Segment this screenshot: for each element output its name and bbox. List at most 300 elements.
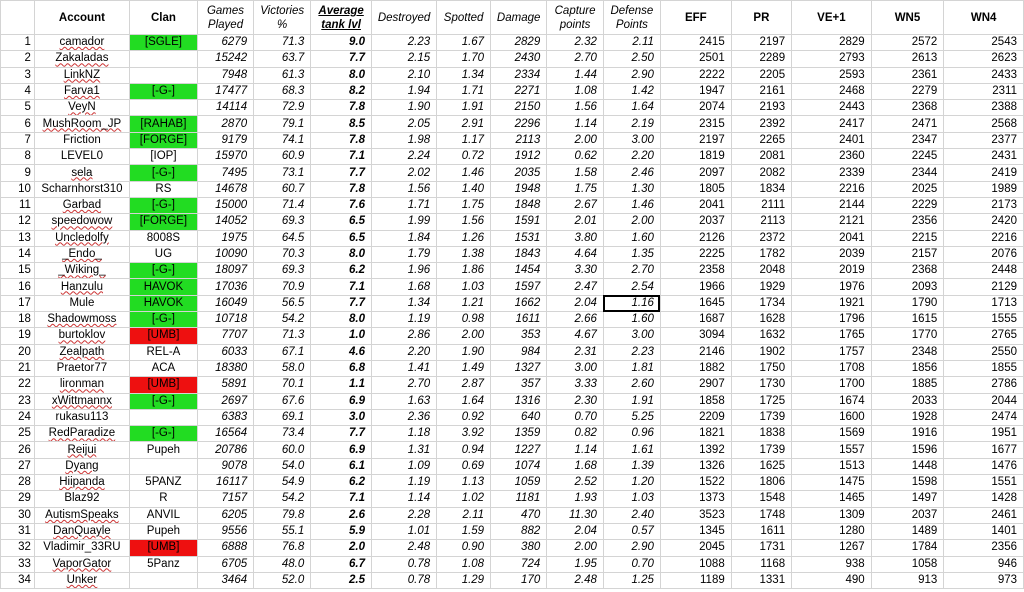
row-index[interactable]: 23 <box>1 393 35 409</box>
ve1-cell[interactable]: 2144 <box>792 197 872 213</box>
capture-cell[interactable]: 0.82 <box>547 426 604 442</box>
spotted-cell[interactable]: 2.11 <box>437 507 491 523</box>
account-cell[interactable] <box>34 328 129 344</box>
capture-cell[interactable]: 2.48 <box>547 572 604 588</box>
account-cell[interactable] <box>34 442 129 458</box>
row-index[interactable]: 12 <box>1 214 35 230</box>
victories-cell[interactable]: 56.5 <box>254 295 311 311</box>
avg-tank-lvl-cell[interactable]: 6.5 <box>311 230 372 246</box>
pr-cell[interactable]: 1611 <box>731 523 791 539</box>
wn4-cell[interactable]: 973 <box>944 572 1024 588</box>
spotted-cell[interactable]: 1.03 <box>437 279 491 295</box>
damage-cell[interactable]: 470 <box>491 507 547 523</box>
row-index[interactable]: 33 <box>1 556 35 572</box>
damage-cell[interactable]: 1327 <box>491 360 547 376</box>
spotted-cell[interactable]: 1.56 <box>437 214 491 230</box>
damage-cell[interactable]: 724 <box>491 556 547 572</box>
eff-cell[interactable]: 2415 <box>660 35 731 51</box>
spotted-cell[interactable]: 1.49 <box>437 360 491 376</box>
wn5-cell[interactable]: 2033 <box>871 393 944 409</box>
account-cell[interactable] <box>34 35 129 51</box>
damage-cell[interactable]: 1597 <box>491 279 547 295</box>
account-cell[interactable] <box>34 393 129 409</box>
victories-cell[interactable]: 67.6 <box>254 393 311 409</box>
clan-cell[interactable]: [UMB] <box>129 328 197 344</box>
wn5-cell[interactable]: 2037 <box>871 507 944 523</box>
damage-cell[interactable]: 1059 <box>491 475 547 491</box>
avg-tank-lvl-cell[interactable]: 7.7 <box>311 295 372 311</box>
header-pr[interactable]: PR <box>731 1 791 35</box>
avg-tank-lvl-cell[interactable]: 7.1 <box>311 149 372 165</box>
defense-cell[interactable]: 2.46 <box>603 165 660 181</box>
pr-cell[interactable]: 1750 <box>731 360 791 376</box>
victories-cell[interactable]: 60.0 <box>254 442 311 458</box>
header-average-tank-lvl[interactable] <box>311 1 372 35</box>
wn5-cell[interactable]: 2356 <box>871 214 944 230</box>
row-index[interactable]: 27 <box>1 458 35 474</box>
avg-tank-lvl-cell[interactable]: 7.7 <box>311 51 372 67</box>
games-played-cell[interactable]: 9179 <box>197 132 253 148</box>
victories-cell[interactable]: 54.2 <box>254 491 311 507</box>
clan-cell[interactable] <box>129 409 197 425</box>
destroyed-cell[interactable]: 2.10 <box>371 67 436 83</box>
clan-cell[interactable]: [UMB] <box>129 540 197 556</box>
ve1-cell[interactable]: 2216 <box>792 181 872 197</box>
pr-cell[interactable]: 1625 <box>731 458 791 474</box>
eff-cell[interactable]: 2146 <box>660 344 731 360</box>
games-played-cell[interactable]: 6705 <box>197 556 253 572</box>
pr-cell[interactable]: 2048 <box>731 263 791 279</box>
account-cell[interactable] <box>34 165 129 181</box>
defense-cell[interactable]: 1.60 <box>603 230 660 246</box>
victories-cell[interactable]: 60.9 <box>254 149 311 165</box>
eff-cell[interactable]: 1821 <box>660 426 731 442</box>
destroyed-cell[interactable]: 2.86 <box>371 328 436 344</box>
clan-cell[interactable]: 5PANZ <box>129 475 197 491</box>
row-index[interactable]: 22 <box>1 377 35 393</box>
destroyed-cell[interactable]: 1.14 <box>371 491 436 507</box>
row-index[interactable]: 28 <box>1 475 35 491</box>
victories-cell[interactable]: 54.9 <box>254 475 311 491</box>
spotted-cell[interactable]: 1.46 <box>437 165 491 181</box>
capture-cell[interactable]: 0.70 <box>547 409 604 425</box>
account-cell[interactable]: Scharnhorst310 <box>34 181 129 197</box>
capture-cell[interactable]: 3.80 <box>547 230 604 246</box>
account-cell[interactable] <box>34 263 129 279</box>
avg-tank-lvl-cell[interactable]: 7.1 <box>311 279 372 295</box>
destroyed-cell[interactable]: 1.79 <box>371 246 436 262</box>
pr-cell[interactable]: 1725 <box>731 393 791 409</box>
eff-cell[interactable]: 2074 <box>660 100 731 116</box>
clan-cell[interactable]: [FORGE] <box>129 132 197 148</box>
victories-cell[interactable]: 70.1 <box>254 377 311 393</box>
eff-cell[interactable]: 2209 <box>660 409 731 425</box>
defense-cell[interactable]: 2.90 <box>603 540 660 556</box>
capture-cell[interactable]: 2.70 <box>547 51 604 67</box>
avg-tank-lvl-cell[interactable]: 7.7 <box>311 165 372 181</box>
avg-tank-lvl-cell[interactable]: 6.5 <box>311 214 372 230</box>
pr-cell[interactable]: 2111 <box>731 197 791 213</box>
games-played-cell[interactable]: 17477 <box>197 83 253 99</box>
header-ve1[interactable]: VE+1 <box>792 1 872 35</box>
capture-cell[interactable]: 2.00 <box>547 540 604 556</box>
damage-cell[interactable]: 2829 <box>491 35 547 51</box>
spotted-cell[interactable]: 1.59 <box>437 523 491 539</box>
wn4-cell[interactable]: 2765 <box>944 328 1024 344</box>
row-index[interactable]: 14 <box>1 246 35 262</box>
row-index[interactable]: 26 <box>1 442 35 458</box>
ve1-cell[interactable]: 2593 <box>792 67 872 83</box>
victories-cell[interactable]: 70.3 <box>254 246 311 262</box>
wn4-cell[interactable]: 2431 <box>944 149 1024 165</box>
pr-cell[interactable]: 2265 <box>731 132 791 148</box>
header-wn4[interactable]: WN4 <box>944 1 1024 35</box>
damage-cell[interactable]: 1074 <box>491 458 547 474</box>
ve1-cell[interactable]: 2793 <box>792 51 872 67</box>
destroyed-cell[interactable]: 1.34 <box>371 295 436 311</box>
destroyed-cell[interactable]: 2.15 <box>371 51 436 67</box>
spotted-cell[interactable]: 1.70 <box>437 51 491 67</box>
eff-cell[interactable]: 2225 <box>660 246 731 262</box>
row-index[interactable]: 11 <box>1 197 35 213</box>
pr-cell[interactable]: 2289 <box>731 51 791 67</box>
wn5-cell[interactable]: 2348 <box>871 344 944 360</box>
ve1-cell[interactable]: 1569 <box>792 426 872 442</box>
ve1-cell[interactable]: 1700 <box>792 377 872 393</box>
account-cell[interactable]: Friction <box>34 132 129 148</box>
games-played-cell[interactable]: 9556 <box>197 523 253 539</box>
account-cell[interactable] <box>34 51 129 67</box>
eff-cell[interactable]: 1687 <box>660 312 731 328</box>
destroyed-cell[interactable]: 1.19 <box>371 312 436 328</box>
row-index[interactable]: 5 <box>1 100 35 116</box>
clan-cell[interactable]: REL-A <box>129 344 197 360</box>
ve1-cell[interactable]: 2041 <box>792 230 872 246</box>
wn5-cell[interactable]: 2368 <box>871 263 944 279</box>
pr-cell[interactable]: 2205 <box>731 67 791 83</box>
wn5-cell[interactable]: 1058 <box>871 556 944 572</box>
clan-cell[interactable]: [-G-] <box>129 426 197 442</box>
games-played-cell[interactable]: 20786 <box>197 442 253 458</box>
clan-cell[interactable] <box>129 67 197 83</box>
ve1-cell[interactable]: 1600 <box>792 409 872 425</box>
pr-cell[interactable]: 1834 <box>731 181 791 197</box>
capture-cell[interactable]: 3.30 <box>547 263 604 279</box>
defense-cell[interactable]: 0.70 <box>603 556 660 572</box>
spotted-cell[interactable]: 1.38 <box>437 246 491 262</box>
pr-cell[interactable]: 1806 <box>731 475 791 491</box>
ve1-cell[interactable]: 490 <box>792 572 872 588</box>
row-index[interactable]: 2 <box>1 51 35 67</box>
destroyed-cell[interactable]: 1.63 <box>371 393 436 409</box>
damage-cell[interactable]: 2430 <box>491 51 547 67</box>
capture-cell[interactable]: 4.64 <box>547 246 604 262</box>
row-index[interactable]: 17 <box>1 295 35 311</box>
row-index[interactable]: 15 <box>1 263 35 279</box>
defense-cell[interactable]: 2.19 <box>603 116 660 132</box>
header-account[interactable]: Account <box>34 1 129 35</box>
avg-tank-lvl-cell[interactable]: 7.8 <box>311 100 372 116</box>
defense-cell[interactable]: 1.30 <box>603 181 660 197</box>
avg-tank-lvl-cell[interactable]: 8.2 <box>311 83 372 99</box>
eff-cell[interactable]: 2907 <box>660 377 731 393</box>
wn5-cell[interactable]: 1784 <box>871 540 944 556</box>
avg-tank-lvl-cell[interactable]: 8.0 <box>311 312 372 328</box>
capture-cell[interactable]: 2.67 <box>547 197 604 213</box>
spotted-cell[interactable]: 1.91 <box>437 100 491 116</box>
destroyed-cell[interactable]: 1.68 <box>371 279 436 295</box>
games-played-cell[interactable]: 18097 <box>197 263 253 279</box>
damage-cell[interactable]: 1948 <box>491 181 547 197</box>
clan-cell[interactable]: 5Panz <box>129 556 197 572</box>
wn5-cell[interactable]: 2215 <box>871 230 944 246</box>
victories-cell[interactable]: 71.4 <box>254 197 311 213</box>
defense-cell[interactable]: 1.91 <box>603 393 660 409</box>
victories-cell[interactable]: 48.0 <box>254 556 311 572</box>
eff-cell[interactable]: 2097 <box>660 165 731 181</box>
pr-cell[interactable]: 1929 <box>731 279 791 295</box>
row-index[interactable]: 20 <box>1 344 35 360</box>
clan-cell[interactable]: Pupeh <box>129 442 197 458</box>
wn4-cell[interactable]: 2461 <box>944 507 1024 523</box>
pr-cell[interactable]: 1548 <box>731 491 791 507</box>
victories-cell[interactable]: 71.3 <box>254 328 311 344</box>
spotted-cell[interactable]: 1.21 <box>437 295 491 311</box>
row-index[interactable]: 13 <box>1 230 35 246</box>
wn4-cell[interactable]: 2129 <box>944 279 1024 295</box>
destroyed-cell[interactable]: 2.36 <box>371 409 436 425</box>
capture-cell[interactable]: 11.30 <box>547 507 604 523</box>
clan-cell[interactable]: 8008S <box>129 230 197 246</box>
row-index[interactable]: 9 <box>1 165 35 181</box>
spotted-cell[interactable]: 1.29 <box>437 572 491 588</box>
wn4-cell[interactable]: 2448 <box>944 263 1024 279</box>
victories-cell[interactable]: 72.9 <box>254 100 311 116</box>
capture-cell[interactable]: 1.14 <box>547 116 604 132</box>
spotted-cell[interactable]: 1.34 <box>437 67 491 83</box>
games-played-cell[interactable]: 6888 <box>197 540 253 556</box>
victories-cell[interactable]: 69.3 <box>254 214 311 230</box>
pr-cell[interactable]: 1731 <box>731 540 791 556</box>
ve1-cell[interactable]: 1513 <box>792 458 872 474</box>
ve1-cell[interactable]: 2339 <box>792 165 872 181</box>
clan-cell[interactable]: [-G-] <box>129 197 197 213</box>
defense-cell[interactable]: 2.11 <box>603 35 660 51</box>
damage-cell[interactable]: 2271 <box>491 83 547 99</box>
games-played-cell[interactable]: 6033 <box>197 344 253 360</box>
games-played-cell[interactable]: 1975 <box>197 230 253 246</box>
wn4-cell[interactable]: 1989 <box>944 181 1024 197</box>
account-cell[interactable] <box>34 426 129 442</box>
ve1-cell[interactable]: 1921 <box>792 295 872 311</box>
damage-cell[interactable]: 882 <box>491 523 547 539</box>
account-cell[interactable] <box>34 100 129 116</box>
clan-cell[interactable] <box>129 458 197 474</box>
avg-tank-lvl-cell[interactable]: 6.2 <box>311 263 372 279</box>
damage-cell[interactable]: 1531 <box>491 230 547 246</box>
victories-cell[interactable]: 61.3 <box>254 67 311 83</box>
clan-cell[interactable]: [UMB] <box>129 377 197 393</box>
damage-cell[interactable]: 1843 <box>491 246 547 262</box>
wn4-cell[interactable]: 2044 <box>944 393 1024 409</box>
capture-cell[interactable]: 1.08 <box>547 83 604 99</box>
pr-cell[interactable]: 1838 <box>731 426 791 442</box>
avg-tank-lvl-cell[interactable]: 6.1 <box>311 458 372 474</box>
pr-cell[interactable]: 2197 <box>731 35 791 51</box>
eff-cell[interactable]: 1882 <box>660 360 731 376</box>
avg-tank-lvl-cell[interactable]: 7.8 <box>311 132 372 148</box>
wn5-cell[interactable]: 1596 <box>871 442 944 458</box>
avg-tank-lvl-cell[interactable]: 8.5 <box>311 116 372 132</box>
capture-cell[interactable]: 2.47 <box>547 279 604 295</box>
row-index[interactable]: 18 <box>1 312 35 328</box>
games-played-cell[interactable]: 18380 <box>197 360 253 376</box>
clan-cell[interactable]: [SGLE] <box>129 35 197 51</box>
avg-tank-lvl-cell[interactable]: 7.6 <box>311 197 372 213</box>
wn5-cell[interactable]: 2245 <box>871 149 944 165</box>
ve1-cell[interactable]: 2121 <box>792 214 872 230</box>
defense-cell[interactable]: 2.54 <box>603 279 660 295</box>
victories-cell[interactable]: 67.1 <box>254 344 311 360</box>
games-played-cell[interactable]: 5891 <box>197 377 253 393</box>
clan-cell[interactable]: HAVOK <box>129 295 197 311</box>
row-index[interactable]: 29 <box>1 491 35 507</box>
clan-cell[interactable]: [-G-] <box>129 83 197 99</box>
ve1-cell[interactable]: 1674 <box>792 393 872 409</box>
defense-cell[interactable]: 3.00 <box>603 132 660 148</box>
ve1-cell[interactable]: 1267 <box>792 540 872 556</box>
pr-cell[interactable]: 1168 <box>731 556 791 572</box>
row-index[interactable]: 4 <box>1 83 35 99</box>
defense-cell[interactable]: 3.00 <box>603 328 660 344</box>
header-clan[interactable]: Clan <box>129 1 197 35</box>
eff-cell[interactable]: 2358 <box>660 263 731 279</box>
wn5-cell[interactable]: 2279 <box>871 83 944 99</box>
games-played-cell[interactable]: 7707 <box>197 328 253 344</box>
capture-cell[interactable]: 2.04 <box>547 295 604 311</box>
row-index[interactable]: 16 <box>1 279 35 295</box>
eff-cell[interactable]: 2315 <box>660 116 731 132</box>
victories-cell[interactable]: 79.8 <box>254 507 311 523</box>
account-cell[interactable]: Mule <box>34 295 129 311</box>
destroyed-cell[interactable]: 2.28 <box>371 507 436 523</box>
capture-cell[interactable]: 3.33 <box>547 377 604 393</box>
row-index[interactable]: 21 <box>1 360 35 376</box>
games-played-cell[interactable]: 10090 <box>197 246 253 262</box>
pr-cell[interactable]: 2082 <box>731 165 791 181</box>
spotted-cell[interactable]: 3.92 <box>437 426 491 442</box>
defense-cell[interactable]: 2.70 <box>603 263 660 279</box>
damage-cell[interactable]: 2334 <box>491 67 547 83</box>
avg-tank-lvl-cell[interactable]: 5.9 <box>311 523 372 539</box>
clan-cell[interactable]: [-G-] <box>129 393 197 409</box>
ve1-cell[interactable]: 1475 <box>792 475 872 491</box>
spotted-cell[interactable]: 1.71 <box>437 83 491 99</box>
capture-cell[interactable]: 2.32 <box>547 35 604 51</box>
eff-cell[interactable]: 2037 <box>660 214 731 230</box>
victories-cell[interactable]: 71.3 <box>254 35 311 51</box>
pr-cell[interactable]: 1331 <box>731 572 791 588</box>
victories-cell[interactable]: 76.8 <box>254 540 311 556</box>
account-cell[interactable] <box>34 458 129 474</box>
pr-cell[interactable]: 1748 <box>731 507 791 523</box>
games-played-cell[interactable]: 16117 <box>197 475 253 491</box>
defense-cell[interactable]: 1.46 <box>603 197 660 213</box>
row-index[interactable]: 30 <box>1 507 35 523</box>
victories-cell[interactable]: 68.3 <box>254 83 311 99</box>
account-cell[interactable] <box>34 556 129 572</box>
header-capture-points[interactable]: Capture points <box>547 1 604 35</box>
clan-cell[interactable]: [-G-] <box>129 263 197 279</box>
defense-cell[interactable]: 1.03 <box>603 491 660 507</box>
account-cell[interactable] <box>34 197 129 213</box>
wn5-cell[interactable]: 1598 <box>871 475 944 491</box>
games-played-cell[interactable]: 16049 <box>197 295 253 311</box>
wn4-cell[interactable]: 1428 <box>944 491 1024 507</box>
spotted-cell[interactable]: 0.90 <box>437 540 491 556</box>
clan-cell[interactable]: RS <box>129 181 197 197</box>
row-index[interactable]: 34 <box>1 572 35 588</box>
ve1-cell[interactable]: 1976 <box>792 279 872 295</box>
account-cell[interactable]: Praetor77 <box>34 360 129 376</box>
defense-cell[interactable]: 2.40 <box>603 507 660 523</box>
ve1-cell[interactable]: 2829 <box>792 35 872 51</box>
account-cell[interactable] <box>34 230 129 246</box>
games-played-cell[interactable]: 6383 <box>197 409 253 425</box>
wn4-cell[interactable]: 1713 <box>944 295 1024 311</box>
wn4-cell[interactable]: 2356 <box>944 540 1024 556</box>
defense-cell[interactable]: 2.23 <box>603 344 660 360</box>
capture-cell[interactable]: 1.75 <box>547 181 604 197</box>
games-played-cell[interactable]: 10718 <box>197 312 253 328</box>
ve1-cell[interactable]: 1309 <box>792 507 872 523</box>
ve1-cell[interactable]: 2039 <box>792 246 872 262</box>
games-played-cell[interactable]: 6205 <box>197 507 253 523</box>
header-index[interactable] <box>1 1 35 35</box>
defense-cell[interactable]: 1.81 <box>603 360 660 376</box>
wn5-cell[interactable]: 1856 <box>871 360 944 376</box>
eff-cell[interactable]: 1858 <box>660 393 731 409</box>
spotted-cell[interactable]: 1.08 <box>437 556 491 572</box>
defense-cell[interactable]: 1.20 <box>603 475 660 491</box>
clan-cell[interactable]: R <box>129 491 197 507</box>
wn4-cell[interactable]: 1677 <box>944 442 1024 458</box>
destroyed-cell[interactable]: 0.78 <box>371 572 436 588</box>
wn4-cell[interactable]: 1401 <box>944 523 1024 539</box>
avg-tank-lvl-cell[interactable]: 7.8 <box>311 181 372 197</box>
defense-cell[interactable]: 1.64 <box>603 100 660 116</box>
ve1-cell[interactable]: 1796 <box>792 312 872 328</box>
damage-cell[interactable]: 170 <box>491 572 547 588</box>
damage-cell[interactable]: 1359 <box>491 426 547 442</box>
capture-cell[interactable]: 1.95 <box>547 556 604 572</box>
row-index[interactable]: 25 <box>1 426 35 442</box>
wn5-cell[interactable]: 2344 <box>871 165 944 181</box>
defense-cell[interactable]: 5.25 <box>603 409 660 425</box>
clan-cell[interactable]: HAVOK <box>129 279 197 295</box>
spotted-cell[interactable]: 0.69 <box>437 458 491 474</box>
destroyed-cell[interactable]: 1.19 <box>371 475 436 491</box>
capture-cell[interactable]: 1.14 <box>547 442 604 458</box>
wn5-cell[interactable]: 2157 <box>871 246 944 262</box>
eff-cell[interactable]: 1189 <box>660 572 731 588</box>
wn4-cell[interactable]: 1555 <box>944 312 1024 328</box>
account-cell[interactable] <box>34 67 129 83</box>
destroyed-cell[interactable]: 1.09 <box>371 458 436 474</box>
defense-cell[interactable]: 1.25 <box>603 572 660 588</box>
eff-cell[interactable]: 2197 <box>660 132 731 148</box>
victories-cell[interactable]: 73.4 <box>254 426 311 442</box>
